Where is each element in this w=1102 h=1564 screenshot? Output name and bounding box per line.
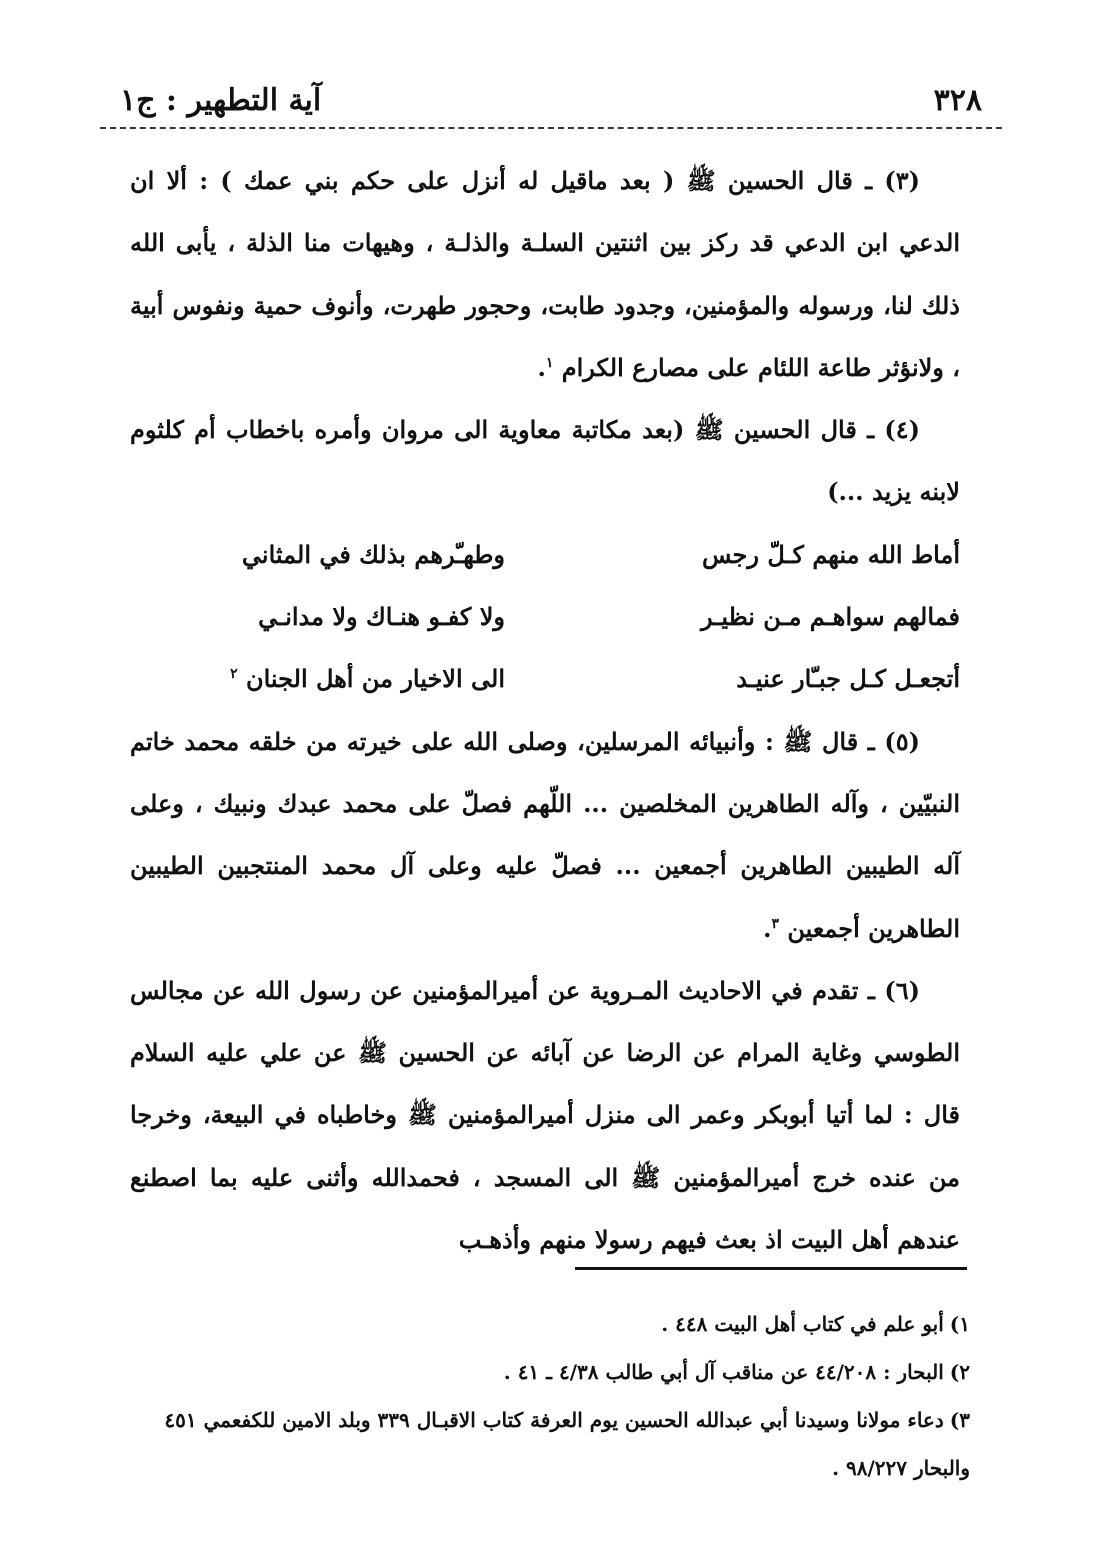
- paragraph-5-end: .: [763, 913, 772, 943]
- page-header: [120, 78, 982, 122]
- footnote-1-number: ١): [949, 1312, 970, 1336]
- paragraph-3-end: .: [537, 352, 546, 382]
- paragraph-5-text: (٥) ـ قال ﷺ : وأنبيائه المرسلين، وصلى الله على خيرته من خلقه محمد خاتم النبيّين ، وآله الطاهرين المخلصين ... اللّهم فصلّ على محمد عبدك ونبيك ، وعلى آله الطيبين الطاهرين أجمعين ... فصلّ عليه وعلى آل محمد المنتجبين الطيبين الطاهرين أجمعين: [130, 726, 960, 943]
- poem-verse-1-second: وطهـّرهم بذلك في المثاني: [241, 539, 505, 569]
- paragraph-3: [130, 150, 960, 399]
- footnote-1-text: أبو علم في كتاب أهل البيت ٤٤٨ .: [661, 1312, 944, 1336]
- poem-verse-1-first: أماط الله منهم كـلّ رجس: [701, 539, 960, 569]
- poem-verse-2-second: ولا كفـو هنـاك ولا مدانـي: [258, 602, 505, 632]
- footnote-divider: [575, 1267, 967, 1270]
- footnote-1: [122, 1300, 970, 1348]
- poem: [130, 524, 960, 711]
- footnote-ref-2: ٢: [230, 666, 238, 683]
- footnote-2-number: ٢): [949, 1360, 970, 1384]
- poem-verse-3-first: أتجعـل كـل جبـّار عنيـد: [736, 664, 960, 694]
- footnote-3-text: دعاء مولانا وسيدنا أبي عبدالله الحسين يوم العرفة كتاب الاقبـال ٣٣٩ وبلد الامين للكفعمي ٤٥١ والبحار ٩٨/٢٢٧ .: [164, 1408, 970, 1480]
- footnote-ref-1: ١: [545, 354, 554, 371]
- poem-verse-2-first: فمالهم سواهـم مـن نظيـر: [701, 602, 960, 632]
- footnotes: [122, 1300, 970, 1492]
- main-text: [130, 150, 960, 1271]
- footnote-3: [122, 1396, 970, 1492]
- page-number: ٣٢٨: [933, 82, 982, 118]
- header-divider: [100, 127, 1002, 129]
- footnote-ref-3: ٣: [771, 915, 779, 932]
- poem-verse-3-second: الى الاخيار من أهل الجنان: [245, 664, 505, 694]
- paragraph-5: [130, 711, 960, 960]
- footnote-2: [122, 1348, 970, 1396]
- paragraph-6: (٦) ـ تقدم في الاحاديث المـروية عن أميرالمؤمنين عن رسول الله عن مجالس الطوسي وغاية المرام عن الرضا عن آبائه عن الحسين ﷺ عن علي عليه السلام قال : لما أتيا أبوبكر وعمر الى منزل أميرالمؤمنين ﷺ وخاطباه في البيعة، وخرجا من عنده خرج أميرالمؤمنين ﷺ الى المسجد ، فحمدالله وأثنى عليه بما اصطنع عندهم أهل البيت اذ بعث فيهم رسولا منهم وأذهـب: [130, 975, 960, 1255]
- paragraph-3-text: (٣) ـ قال الحسين ﷺ ( بعد ماقيل له أنزل على حكم بني عمك ) : ألا ان الدعي ابن الدعي قد ركز بين اثنتين السلـة والذلـة ، وهيهات منا الذلة ، يأبى الله ذلك لنا، ورسوله والمؤمنين، وجدود طابت، وحجور طهرت، وأنوف حمية ونفوس أبية ، ولانؤثر طاعة اللئام على مصارع الكرام: [130, 166, 960, 382]
- footnote-2-text: البحار : ٤٤/٢٠٨ عن مناقب آل أبي طالب ٤/٣٨ ـ ٤١ .: [503, 1360, 944, 1384]
- poem-verse-3-second-wrap: [130, 648, 515, 710]
- running-title: آية التطهير : ج١: [120, 82, 322, 118]
- paragraph-4: (٤) ـ قال الحسين ﷺ (بعد مكاتبة معاوية الى مروان وأمره باخطاب أم كلثوم لابنه يزيد ...): [130, 415, 960, 507]
- footnote-3-number: ٣): [949, 1408, 970, 1432]
